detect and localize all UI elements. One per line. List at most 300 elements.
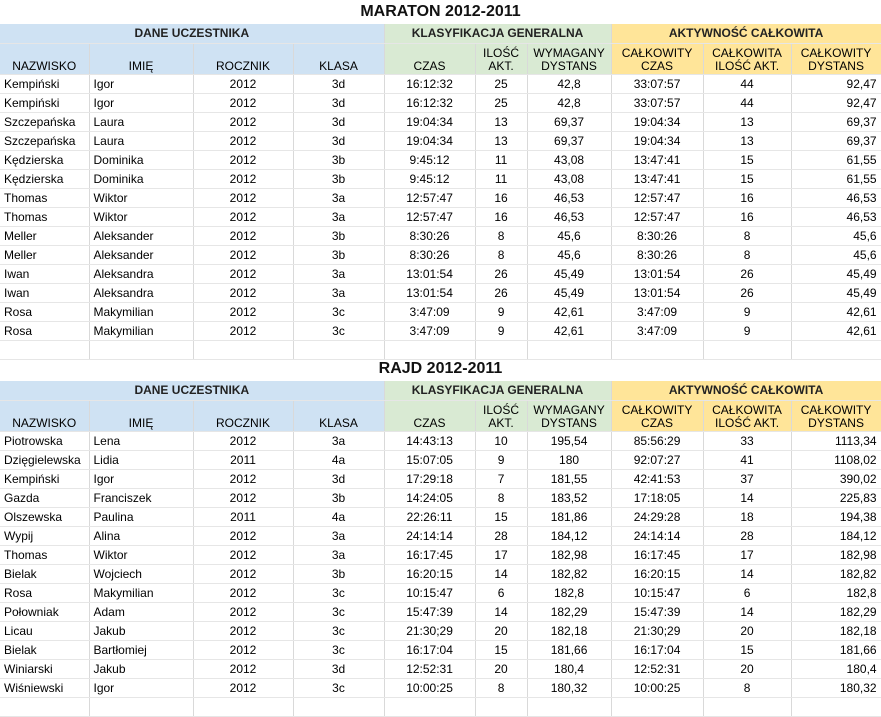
cell-czas[interactable]: 15:07:05 [384,450,475,469]
cell-calkowita-ilosc[interactable]: 13 [703,131,791,150]
cell-imie[interactable]: Makymilian [89,321,193,340]
cell-rocznik[interactable]: 2012 [193,564,293,583]
cell-rocznik[interactable]: 2012 [193,640,293,659]
col-header-czas[interactable]: CZAS [384,400,475,431]
empty-cell[interactable] [0,697,89,716]
cell-nazwisko[interactable]: Rosa [0,321,89,340]
cell-calkowity-czas[interactable]: 12:52:31 [611,659,703,678]
cell-nazwisko[interactable]: Wypij [0,526,89,545]
cell-calkowita-ilosc[interactable]: 14 [703,488,791,507]
cell-calkowity-dystans[interactable]: 45,6 [791,226,881,245]
cell-imie[interactable]: Makymilian [89,583,193,602]
cell-imie[interactable]: Wiktor [89,545,193,564]
cell-nazwisko[interactable]: Szczepańska [0,131,89,150]
cell-ilosc-akt[interactable]: 13 [475,112,527,131]
cell-wymagany-dystans[interactable]: 45,6 [527,226,611,245]
cell-imie[interactable]: Laura [89,112,193,131]
cell-imie[interactable]: Igor [89,469,193,488]
cell-nazwisko[interactable]: Thomas [0,207,89,226]
cell-ilosc-akt[interactable]: 9 [475,450,527,469]
cell-calkowity-czas[interactable]: 3:47:09 [611,321,703,340]
cell-rocznik[interactable]: 2012 [193,602,293,621]
cell-imie[interactable]: Makymilian [89,302,193,321]
cell-klasa[interactable]: 3b [293,226,384,245]
cell-klasa[interactable]: 3c [293,602,384,621]
table-row[interactable] [0,226,881,245]
cell-rocznik[interactable]: 2012 [193,283,293,302]
cell-ilosc-akt[interactable]: 13 [475,131,527,150]
cell-klasa[interactable]: 3d [293,659,384,678]
cell-calkowita-ilosc[interactable]: 20 [703,621,791,640]
cell-imie[interactable]: Wiktor [89,188,193,207]
col-header-calkowity-czas[interactable]: CAŁKOWITY CZAS [611,43,703,74]
cell-imie[interactable]: Igor [89,678,193,697]
cell-rocznik[interactable]: 2012 [193,469,293,488]
cell-klasa[interactable]: 4a [293,450,384,469]
cell-czas[interactable]: 12:57:47 [384,188,475,207]
col-header-rocznik[interactable]: ROCZNIK [193,400,293,431]
cell-nazwisko[interactable]: Bielak [0,640,89,659]
cell-ilosc-akt[interactable]: 15 [475,507,527,526]
cell-nazwisko[interactable]: Kędzierska [0,150,89,169]
col-header-ilosc-akt[interactable]: ILOŚĆ AKT. [475,400,527,431]
cell-czas[interactable]: 12:52:31 [384,659,475,678]
cell-imie[interactable]: Franciszek [89,488,193,507]
cell-nazwisko[interactable]: Piotrowska [0,431,89,450]
cell-nazwisko[interactable]: Meller [0,245,89,264]
table-row[interactable] [0,112,881,131]
cell-rocznik[interactable]: 2012 [193,678,293,697]
cell-rocznik[interactable]: 2012 [193,302,293,321]
col-header-klasa[interactable]: KLASA [293,43,384,74]
table-row[interactable] [0,131,881,150]
cell-klasa[interactable]: 3c [293,640,384,659]
col-header-czas[interactable]: CZAS [384,43,475,74]
cell-calkowita-ilosc[interactable]: 6 [703,583,791,602]
cell-czas[interactable]: 24:14:14 [384,526,475,545]
cell-ilosc-akt[interactable]: 9 [475,321,527,340]
col-header-imie[interactable]: IMIĘ [89,400,193,431]
cell-wymagany-dystans[interactable]: 69,37 [527,131,611,150]
cell-czas[interactable]: 3:47:09 [384,302,475,321]
col-header-nazwisko[interactable]: NAZWISKO [0,400,89,431]
cell-calkowity-dystans[interactable]: 46,53 [791,188,881,207]
cell-calkowity-czas[interactable]: 10:15:47 [611,583,703,602]
cell-calkowity-dystans[interactable]: 390,02 [791,469,881,488]
empty-cell[interactable] [475,697,527,716]
cell-nazwisko[interactable]: Kempiński [0,74,89,93]
cell-ilosc-akt[interactable]: 25 [475,74,527,93]
cell-ilosc-akt[interactable]: 16 [475,188,527,207]
cell-rocznik[interactable]: 2012 [193,93,293,112]
cell-czas[interactable]: 9:45:12 [384,150,475,169]
cell-calkowity-dystans[interactable]: 45,49 [791,283,881,302]
cell-calkowita-ilosc[interactable]: 26 [703,283,791,302]
cell-czas[interactable]: 8:30:26 [384,245,475,264]
cell-imie[interactable]: Igor [89,93,193,112]
cell-wymagany-dystans[interactable]: 46,53 [527,188,611,207]
empty-cell[interactable] [193,697,293,716]
cell-klasa[interactable]: 3d [293,112,384,131]
cell-calkowita-ilosc[interactable]: 37 [703,469,791,488]
cell-imie[interactable]: Lidia [89,450,193,469]
cell-calkowity-czas[interactable]: 8:30:26 [611,226,703,245]
cell-nazwisko[interactable]: Rosa [0,302,89,321]
cell-rocznik[interactable]: 2012 [193,245,293,264]
cell-nazwisko[interactable]: Gazda [0,488,89,507]
cell-wymagany-dystans[interactable]: 184,12 [527,526,611,545]
cell-rocznik[interactable]: 2012 [193,659,293,678]
cell-calkowita-ilosc[interactable]: 17 [703,545,791,564]
cell-czas[interactable]: 14:43:13 [384,431,475,450]
cell-calkowity-dystans[interactable]: 181,66 [791,640,881,659]
cell-calkowity-dystans[interactable]: 182,18 [791,621,881,640]
cell-calkowity-dystans[interactable]: 92,47 [791,93,881,112]
cell-ilosc-akt[interactable]: 26 [475,283,527,302]
cell-ilosc-akt[interactable]: 6 [475,583,527,602]
cell-ilosc-akt[interactable]: 15 [475,640,527,659]
col-header-calkowity-czas[interactable]: CAŁKOWITY CZAS [611,400,703,431]
cell-ilosc-akt[interactable]: 16 [475,207,527,226]
cell-czas[interactable]: 16:17:45 [384,545,475,564]
cell-calkowity-dystans[interactable]: 69,37 [791,131,881,150]
cell-czas[interactable]: 10:00:25 [384,678,475,697]
cell-nazwisko[interactable]: Iwan [0,264,89,283]
table-row[interactable] [0,74,881,93]
empty-cell[interactable] [293,697,384,716]
empty-cell[interactable] [791,697,881,716]
cell-wymagany-dystans[interactable]: 69,37 [527,112,611,131]
cell-wymagany-dystans[interactable]: 195,54 [527,431,611,450]
cell-calkowita-ilosc[interactable]: 41 [703,450,791,469]
col-header-calkowity-dystans[interactable]: CAŁKOWITY DYSTANS [791,400,881,431]
cell-nazwisko[interactable]: Bielak [0,564,89,583]
cell-calkowita-ilosc[interactable]: 16 [703,188,791,207]
cell-czas[interactable]: 3:47:09 [384,321,475,340]
cell-calkowity-dystans[interactable]: 45,49 [791,264,881,283]
cell-czas[interactable]: 22:26:11 [384,507,475,526]
cell-imie[interactable]: Aleksander [89,226,193,245]
cell-klasa[interactable]: 3b [293,564,384,583]
cell-imie[interactable]: Adam [89,602,193,621]
cell-imie[interactable]: Jakub [89,659,193,678]
table-row[interactable] [0,431,881,450]
cell-wymagany-dystans[interactable]: 182,8 [527,583,611,602]
cell-klasa[interactable]: 3c [293,621,384,640]
cell-ilosc-akt[interactable]: 25 [475,93,527,112]
cell-imie[interactable]: Aleksander [89,245,193,264]
cell-calkowity-dystans[interactable]: 69,37 [791,112,881,131]
cell-wymagany-dystans[interactable]: 45,6 [527,245,611,264]
cell-calkowita-ilosc[interactable]: 9 [703,302,791,321]
cell-czas[interactable]: 10:15:47 [384,583,475,602]
table-row[interactable] [0,245,881,264]
cell-wymagany-dystans[interactable]: 180,4 [527,659,611,678]
table-row[interactable] [0,583,881,602]
cell-nazwisko[interactable]: Rosa [0,583,89,602]
cell-calkowity-dystans[interactable]: 180,32 [791,678,881,697]
cell-czas[interactable]: 13:01:54 [384,264,475,283]
cell-ilosc-akt[interactable]: 26 [475,264,527,283]
table-row[interactable] [0,93,881,112]
cell-czas[interactable]: 9:45:12 [384,169,475,188]
cell-calkowity-czas[interactable]: 16:17:04 [611,640,703,659]
cell-calkowity-dystans[interactable]: 180,4 [791,659,881,678]
cell-ilosc-akt[interactable]: 20 [475,621,527,640]
cell-rocznik[interactable]: 2012 [193,112,293,131]
cell-wymagany-dystans[interactable]: 42,61 [527,321,611,340]
cell-ilosc-akt[interactable]: 11 [475,169,527,188]
cell-ilosc-akt[interactable]: 7 [475,469,527,488]
cell-calkowity-czas[interactable]: 12:57:47 [611,188,703,207]
table-row[interactable] [0,207,881,226]
cell-rocznik[interactable]: 2012 [193,321,293,340]
table-row[interactable] [0,188,881,207]
cell-nazwisko[interactable]: Szczepańska [0,112,89,131]
cell-calkowity-dystans[interactable]: 61,55 [791,150,881,169]
cell-calkowity-czas[interactable]: 17:18:05 [611,488,703,507]
cell-nazwisko[interactable]: Kempiński [0,93,89,112]
cell-rocznik[interactable]: 2011 [193,450,293,469]
cell-calkowity-czas[interactable]: 19:04:34 [611,112,703,131]
table-row[interactable] [0,621,881,640]
cell-klasa[interactable]: 3c [293,321,384,340]
cell-calkowity-czas[interactable]: 13:01:54 [611,283,703,302]
cell-imie[interactable]: Bartłomiej [89,640,193,659]
cell-klasa[interactable]: 4a [293,507,384,526]
cell-ilosc-akt[interactable]: 11 [475,150,527,169]
table-row[interactable] [0,169,881,188]
cell-calkowita-ilosc[interactable]: 8 [703,226,791,245]
cell-wymagany-dystans[interactable]: 182,29 [527,602,611,621]
cell-calkowity-dystans[interactable]: 225,83 [791,488,881,507]
cell-calkowity-dystans[interactable]: 42,61 [791,302,881,321]
cell-calkowity-czas[interactable]: 13:47:41 [611,150,703,169]
cell-calkowity-czas[interactable]: 92:07:27 [611,450,703,469]
cell-calkowity-czas[interactable]: 24:29:28 [611,507,703,526]
cell-nazwisko[interactable]: Thomas [0,188,89,207]
cell-calkowity-czas[interactable]: 24:14:14 [611,526,703,545]
cell-rocznik[interactable]: 2012 [193,431,293,450]
table-row[interactable] [0,150,881,169]
cell-rocznik[interactable]: 2012 [193,264,293,283]
cell-nazwisko[interactable]: Połowniak [0,602,89,621]
cell-klasa[interactable]: 3b [293,169,384,188]
cell-calkowita-ilosc[interactable]: 15 [703,169,791,188]
table-row[interactable] [0,602,881,621]
cell-czas[interactable]: 21:30;29 [384,621,475,640]
cell-calkowity-dystans[interactable]: 182,8 [791,583,881,602]
cell-calkowity-czas[interactable]: 13:47:41 [611,169,703,188]
col-header-calkowita-ilosc[interactable]: CAŁKOWITA ILOŚĆ AKT. [703,43,791,74]
cell-imie[interactable]: Jakub [89,621,193,640]
empty-cell[interactable] [527,697,611,716]
cell-czas[interactable]: 17:29:18 [384,469,475,488]
cell-ilosc-akt[interactable]: 8 [475,488,527,507]
cell-calkowita-ilosc[interactable]: 28 [703,526,791,545]
cell-calkowity-dystans[interactable]: 42,61 [791,321,881,340]
cell-calkowity-dystans[interactable]: 61,55 [791,169,881,188]
cell-klasa[interactable]: 3a [293,526,384,545]
cell-ilosc-akt[interactable]: 17 [475,545,527,564]
cell-rocznik[interactable]: 2012 [193,74,293,93]
cell-czas[interactable]: 12:57:47 [384,207,475,226]
cell-calkowity-czas[interactable]: 12:57:47 [611,207,703,226]
empty-cell[interactable] [703,697,791,716]
cell-rocznik[interactable]: 2012 [193,526,293,545]
table-row[interactable] [0,488,881,507]
cell-nazwisko[interactable]: Dzięgielewska [0,450,89,469]
cell-klasa[interactable]: 3c [293,302,384,321]
cell-rocznik[interactable]: 2012 [193,207,293,226]
cell-rocznik[interactable]: 2012 [193,188,293,207]
cell-nazwisko[interactable]: Kempiński [0,469,89,488]
cell-calkowity-czas[interactable]: 85:56:29 [611,431,703,450]
cell-wymagany-dystans[interactable]: 45,49 [527,283,611,302]
cell-calkowita-ilosc[interactable]: 44 [703,93,791,112]
table-row[interactable] [0,659,881,678]
cell-calkowity-czas[interactable]: 10:00:25 [611,678,703,697]
cell-rocznik[interactable]: 2012 [193,488,293,507]
cell-calkowity-dystans[interactable]: 92,47 [791,74,881,93]
table-row[interactable] [0,469,881,488]
cell-wymagany-dystans[interactable]: 181,55 [527,469,611,488]
cell-wymagany-dystans[interactable]: 181,86 [527,507,611,526]
cell-klasa[interactable]: 3a [293,264,384,283]
cell-czas[interactable]: 14:24:05 [384,488,475,507]
cell-ilosc-akt[interactable]: 20 [475,659,527,678]
cell-calkowita-ilosc[interactable]: 8 [703,678,791,697]
cell-rocznik[interactable]: 2012 [193,169,293,188]
cell-klasa[interactable]: 3d [293,469,384,488]
cell-calkowity-dystans[interactable]: 182,98 [791,545,881,564]
cell-klasa[interactable]: 3d [293,74,384,93]
cell-nazwisko[interactable]: Iwan [0,283,89,302]
cell-imie[interactable]: Igor [89,74,193,93]
table-row[interactable] [0,264,881,283]
empty-cell[interactable] [611,697,703,716]
cell-wymagany-dystans[interactable]: 45,49 [527,264,611,283]
cell-czas[interactable]: 19:04:34 [384,112,475,131]
cell-ilosc-akt[interactable]: 8 [475,245,527,264]
cell-nazwisko[interactable]: Olszewska [0,507,89,526]
table-row[interactable] [0,450,881,469]
cell-wymagany-dystans[interactable]: 43,08 [527,169,611,188]
cell-czas[interactable]: 16:17:04 [384,640,475,659]
cell-calkowita-ilosc[interactable]: 14 [703,564,791,583]
cell-imie[interactable]: Lena [89,431,193,450]
col-header-rocznik[interactable]: ROCZNIK [193,43,293,74]
empty-cell[interactable] [384,697,475,716]
empty-cell[interactable] [89,697,193,716]
cell-calkowity-dystans[interactable]: 194,38 [791,507,881,526]
cell-imie[interactable]: Paulina [89,507,193,526]
table-row[interactable] [0,545,881,564]
cell-imie[interactable]: Aleksandra [89,264,193,283]
cell-wymagany-dystans[interactable]: 43,08 [527,150,611,169]
cell-imie[interactable]: Aleksandra [89,283,193,302]
cell-wymagany-dystans[interactable]: 180,32 [527,678,611,697]
cell-calkowita-ilosc[interactable]: 33 [703,431,791,450]
cell-ilosc-akt[interactable]: 10 [475,431,527,450]
cell-calkowity-czas[interactable]: 33:07:57 [611,74,703,93]
cell-rocznik[interactable]: 2012 [193,150,293,169]
cell-wymagany-dystans[interactable]: 181,66 [527,640,611,659]
cell-calkowita-ilosc[interactable]: 13 [703,112,791,131]
cell-ilosc-akt[interactable]: 14 [475,564,527,583]
col-header-nazwisko[interactable]: NAZWISKO [0,43,89,74]
cell-calkowita-ilosc[interactable]: 9 [703,321,791,340]
cell-nazwisko[interactable]: Kędzierska [0,169,89,188]
cell-calkowita-ilosc[interactable]: 18 [703,507,791,526]
cell-czas[interactable]: 16:12:32 [384,74,475,93]
cell-wymagany-dystans[interactable]: 42,8 [527,93,611,112]
cell-nazwisko[interactable]: Meller [0,226,89,245]
cell-klasa[interactable]: 3a [293,545,384,564]
cell-ilosc-akt[interactable]: 9 [475,302,527,321]
cell-imie[interactable]: Dominika [89,150,193,169]
cell-klasa[interactable]: 3d [293,131,384,150]
col-header-calkowita-ilosc[interactable]: CAŁKOWITA ILOŚĆ AKT. [703,400,791,431]
cell-calkowity-czas[interactable]: 8:30:26 [611,245,703,264]
cell-klasa[interactable]: 3c [293,583,384,602]
cell-ilosc-akt[interactable]: 8 [475,226,527,245]
cell-czas[interactable]: 13:01:54 [384,283,475,302]
empty-row[interactable] [0,697,881,716]
cell-calkowity-czas[interactable]: 3:47:09 [611,302,703,321]
cell-klasa[interactable]: 3d [293,93,384,112]
cell-calkowity-czas[interactable]: 21:30;29 [611,621,703,640]
cell-nazwisko[interactable]: Wiśniewski [0,678,89,697]
cell-imie[interactable]: Laura [89,131,193,150]
cell-calkowity-dystans[interactable]: 45,6 [791,245,881,264]
col-header-calkowity-dystans[interactable]: CAŁKOWITY DYSTANS [791,43,881,74]
cell-calkowity-czas[interactable]: 16:20:15 [611,564,703,583]
cell-klasa[interactable]: 3c [293,678,384,697]
cell-rocznik[interactable]: 2012 [193,621,293,640]
cell-rocznik[interactable]: 2012 [193,583,293,602]
cell-calkowita-ilosc[interactable]: 26 [703,264,791,283]
cell-rocznik[interactable]: 2012 [193,226,293,245]
cell-wymagany-dystans[interactable]: 182,82 [527,564,611,583]
cell-calkowity-dystans[interactable]: 1113,34 [791,431,881,450]
cell-klasa[interactable]: 3a [293,283,384,302]
cell-klasa[interactable]: 3b [293,245,384,264]
col-header-klasa[interactable]: KLASA [293,400,384,431]
cell-czas[interactable]: 19:04:34 [384,131,475,150]
cell-calkowita-ilosc[interactable]: 44 [703,74,791,93]
cell-calkowity-czas[interactable]: 42:41:53 [611,469,703,488]
cell-wymagany-dystans[interactable]: 182,18 [527,621,611,640]
cell-klasa[interactable]: 3b [293,150,384,169]
cell-imie[interactable]: Wiktor [89,207,193,226]
cell-wymagany-dystans[interactable]: 42,61 [527,302,611,321]
table-row[interactable] [0,564,881,583]
cell-czas[interactable]: 16:20:15 [384,564,475,583]
cell-klasa[interactable]: 3a [293,188,384,207]
cell-ilosc-akt[interactable]: 28 [475,526,527,545]
cell-calkowity-dystans[interactable]: 182,29 [791,602,881,621]
col-header-ilosc-akt[interactable]: ILOŚĆ AKT. [475,43,527,74]
cell-calkowity-czas[interactable]: 33:07:57 [611,93,703,112]
cell-nazwisko[interactable]: Licau [0,621,89,640]
cell-calkowita-ilosc[interactable]: 15 [703,150,791,169]
col-header-imie[interactable]: IMIĘ [89,43,193,74]
cell-calkowita-ilosc[interactable]: 8 [703,245,791,264]
cell-calkowity-dystans[interactable]: 182,82 [791,564,881,583]
table-row[interactable] [0,302,881,321]
cell-ilosc-akt[interactable]: 14 [475,602,527,621]
